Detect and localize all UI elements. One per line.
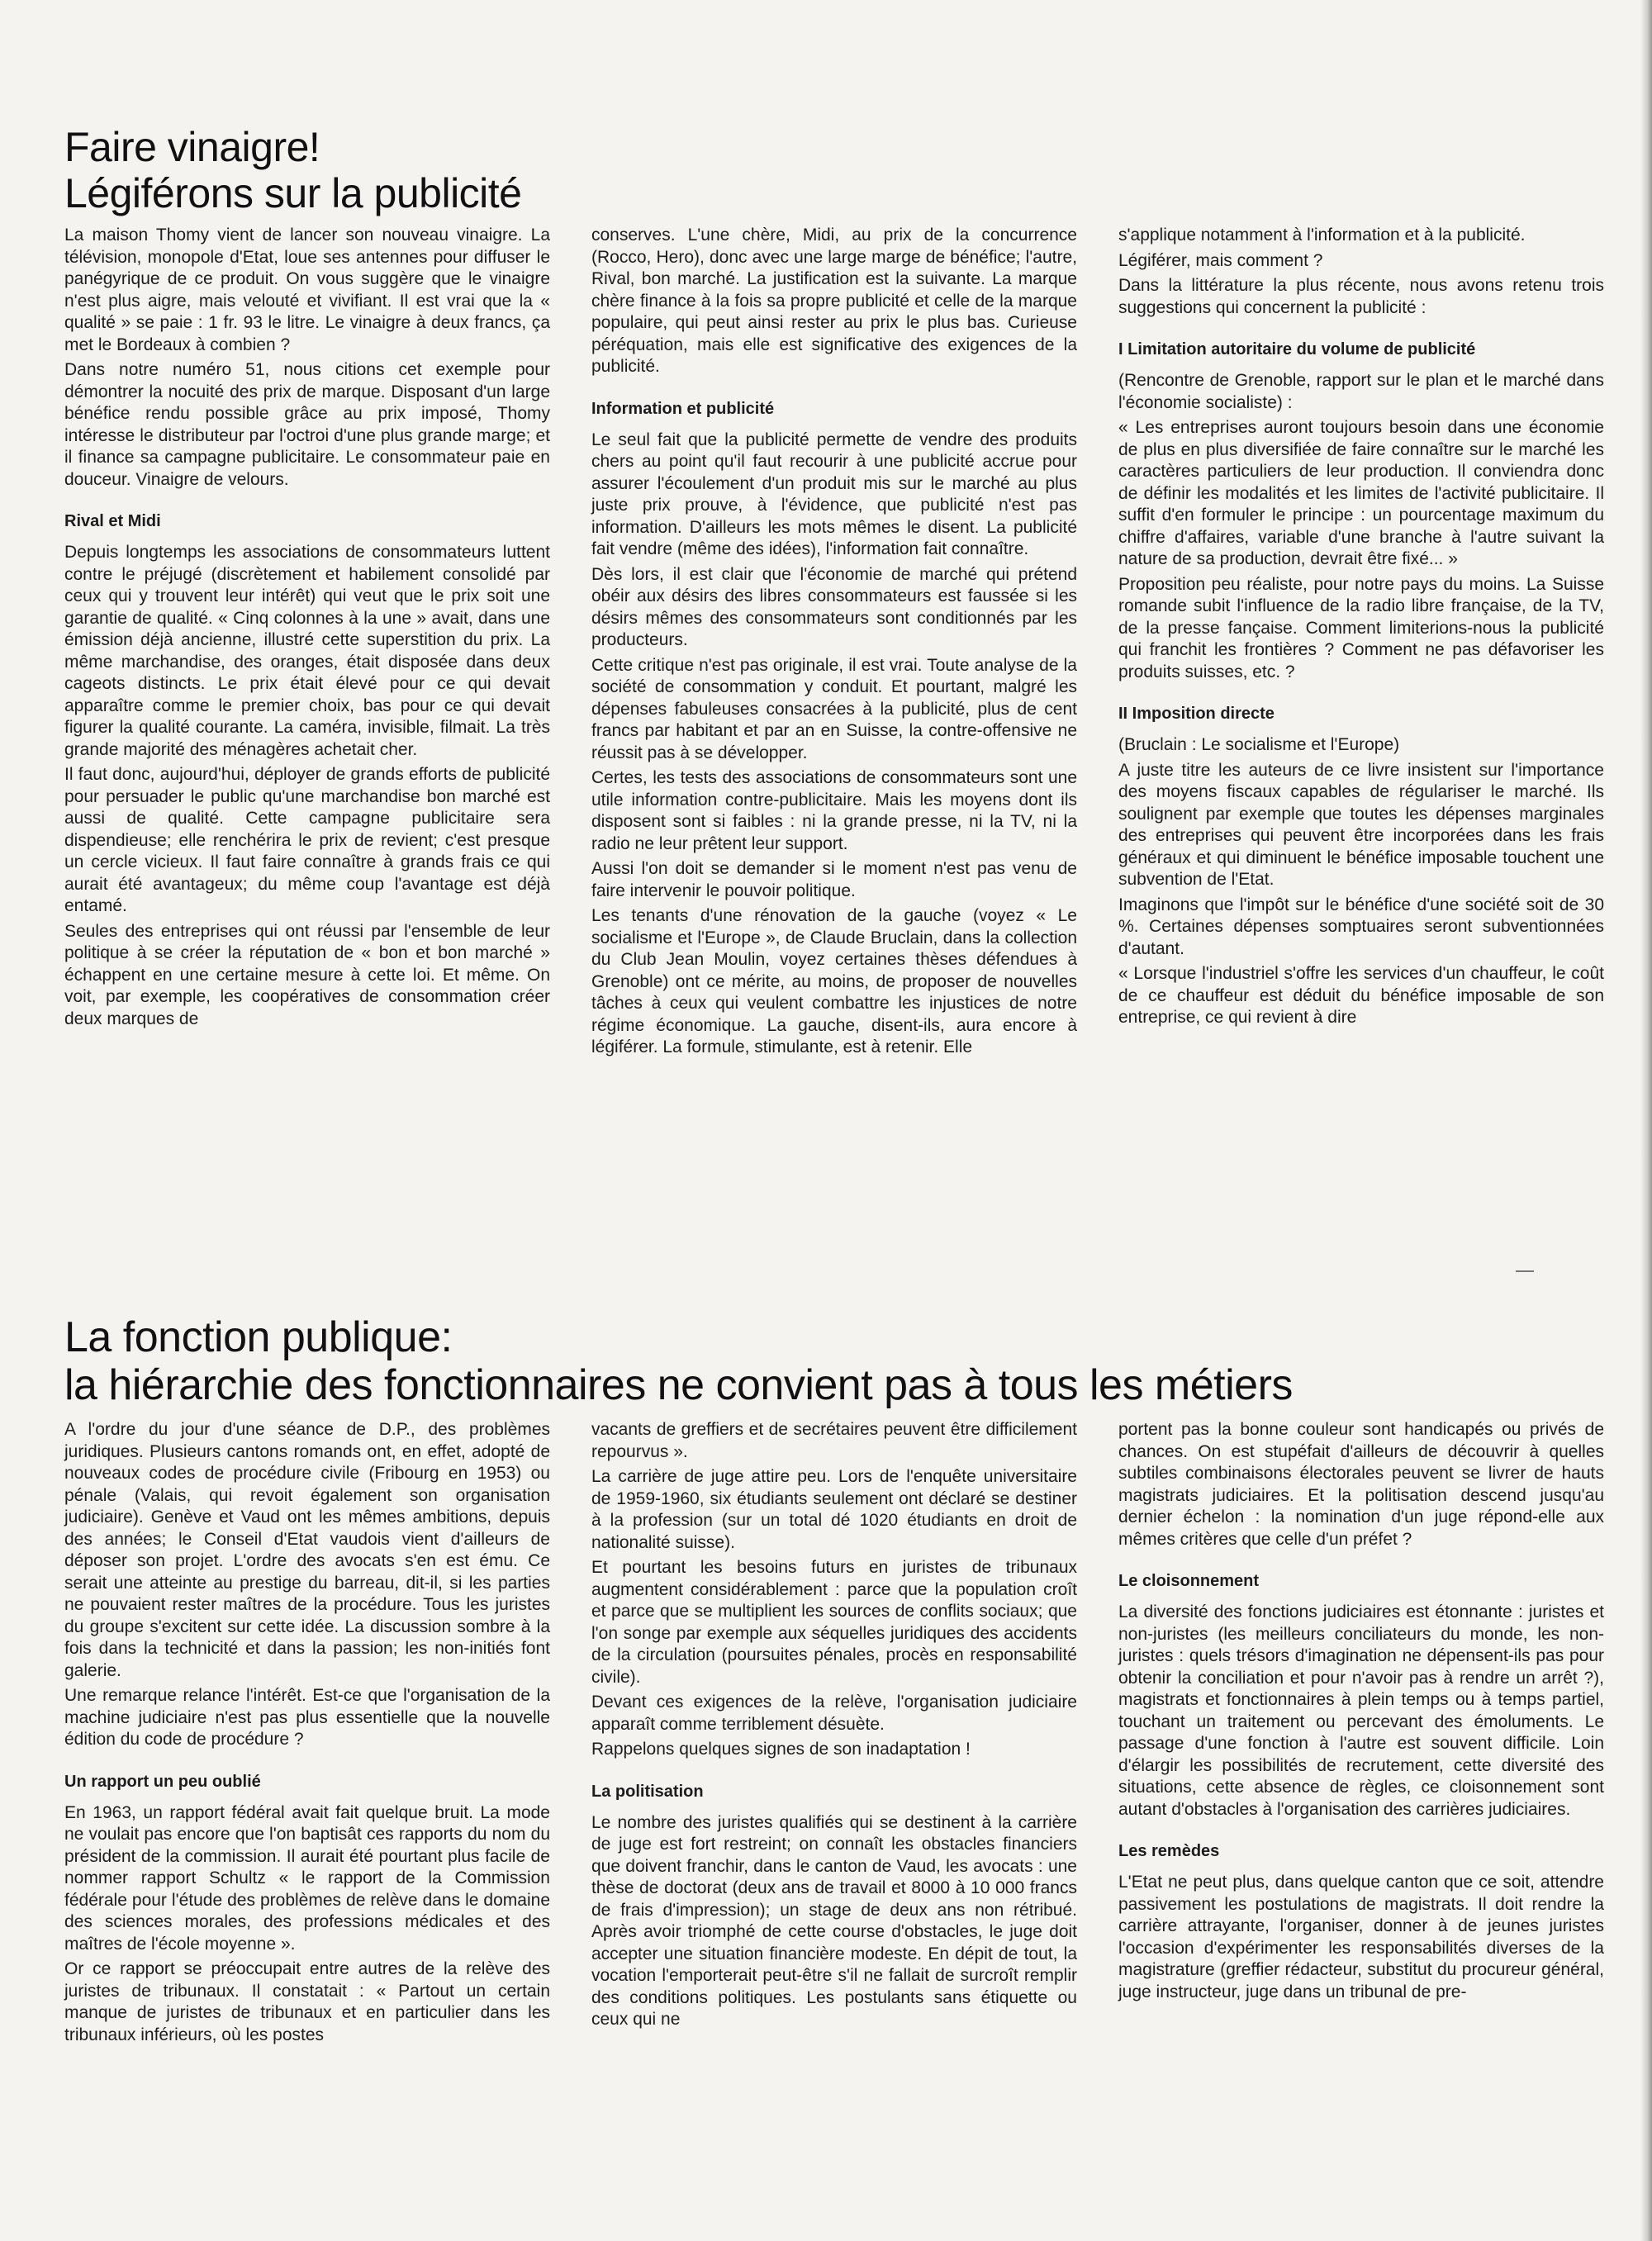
column-2 [591,225,1077,1062]
column-2 [591,1419,1077,2049]
paragraph: Dès lors, il est clair que l'économie de marché qui prétend obéir aux désirs des libres consommateurs est faussée si les désirs mêmes des consommateurs sont conditionnés par les producteurs. [591,564,1077,649]
paragraph: Seules des entreprises qui ont réussi par l'ensemble de leur politique à se créer la réputation de « bon et bon marché » échappent en une certaine mesure à cette loi. Et même. On voit, par exemple, les coopératives de consommation créer deux marques de [64,921,550,1028]
paragraph: « Les entreprises auront toujours besoin dans une économie de plus en plus diversifiée de faire connaître sur le marché les caractères particuliers de leur production. Il conviendra donc de définir les modalités et les limites de l'activité publicitaire. Il suffit d'en formuler le principe : un pourcentage maximum du chiffre d'affaires, variable d'une branche à l'autre suivant la nature de sa production, devrait être fixé... » [1118,418,1604,568]
paragraph: Les tenants d'une rénovation de la gauche (voyez « Le socialisme et l'Europe », de Claude Bruclain, dans la collection du Club Jean Moulin, voyez certaines thèses défendues à Grenoble) ont ce mérite, au moins, de proposer de nouvelles tâches à ceux qui veulent combattre les injustices de notre régime économique. La gauche, disent-ils, aura encore à légiférer. La formule, stimulante, est à retenir. Elle [591,906,1077,1056]
paragraph: Le nombre des juristes qualifiés qui se destinent à la carrière de juge est fort restreint; on connaît les obstacles financiers que doivent franchir, dans le canton de Vaud, les avocats : une thèse de doctorat (deux ans de travail et 8000 à 10 000 francs de frais d'impression); un stage de deux ans non rétribué. Après avoir triomphé de cette course d'obstacles, le juge doit accepter une situation financière modeste. En dépit de tout, la vocation l'emporterait peut-être s'il ne fallait de surcroît remplir des conditions politiques. Les postulants sans étiquette ou ceux qui ne [591,1812,1077,2029]
separator-mark [1516,1270,1534,1272]
paragraph: L'Etat ne peut plus, dans quelque canton que ce soit, attendre passivement les postulations de magistrats. Il doit rendre la carrière attrayante, l'organiser, donner à de jeunes juristes l'occasion d'expérimenter les responsabilités diverses de la magistrature (greffier rédacteur, substitut du procureur général, juge instructeur, juge dans un tribunal de pre- [1118,1873,1604,2001]
section-heading: Les remèdes [1118,1842,1220,1860]
paragraph: « Lorsque l'industriel s'offre les services d'un chauffeur, le coût de ce chauffeur est déduit du bénéfice imposable de son entreprise, ce qui revient à dire [1118,964,1604,1027]
paragraph: Une remarque relance l'intérêt. Est-ce que l'organisation de la machine judiciaire n'est pas plus essentielle que la nouvelle édition du code de procédure ? [64,1686,550,1749]
article-columns [64,1419,1632,2049]
paragraph: Devant ces exigences de la relève, l'organisation judiciaire apparaît comme terriblement désuète. [591,1693,1077,1734]
paragraph: Or ce rapport se préoccupait entre autres de la relève des juristes de tribunaux. Il constatait : « Partout un certain manque de juristes de tribunaux et en particulier dans les tribunaux inférieurs, où les postes [64,1959,550,2044]
column-3 [1118,225,1604,1062]
paragraph: Imaginons que l'impôt sur le bénéfice d'une société soit de 30 %. Certaines dépenses somptuaires seront subventionnées d'autant. [1118,895,1604,958]
column-1 [64,225,550,1062]
paragraph: Dans notre numéro 51, nous citions cet exemple pour démontrer la nocuité des prix de marque. Disposant d'un large bénéfice rendu possible grâce au prix imposé, Thomy intéresse le distributeur par l'octroi d'une plus grande marge; et il finance sa campagne publicitaire. Le consommateur paie en douceur. Vinaigre de velours. [64,360,550,489]
page-edge-shadow [1640,0,1652,2241]
section-heading: Information et publicité [591,399,775,418]
article-headline [64,1313,1632,1409]
paragraph: portent pas la bonne couleur sont handicapés ou privés de chances. On est stupéfait d'ailleurs de découvrir à quelles subtiles combinaisons électorales peuvent se livrer de hauts magistrats judiciaires. Et la politisation descend jusqu'au dernier échelon : la nomination d'un juge répond-elle aux mêmes critères que celle d'un préfet ? [1118,1420,1604,1549]
article-fonction-publique [64,1313,1632,2049]
paragraph: Il faut donc, aujourd'hui, déployer de grands efforts de publicité pour persuader le public qu'une marchandise bon marché est aussi de qualité. Cette campagne publicitaire sera dispendieuse; elle renchérira le prix de revient; c'est presque un cercle vicieux. Il faut faire connaître à grands frais ce qui aurait été avantageux; du même coup l'avantage est déjà entamé. [64,765,550,915]
paragraph: Légiférer, mais comment ? [1118,250,1323,270]
paragraph: Certes, les tests des associations de consommateurs sont une utile information contre-publicitaire. Mais les moyens dont ils disposent sont si faibles : ni la grande presse, ni la TV, ni la radio ne leur prêtent leur support. [591,768,1077,853]
paragraph: Proposition peu réaliste, pour notre pays du moins. La Suisse romande subit l'influence de la radio libre française, de la TV, de la presse fançaise. Comment limiterions-nous la publicité qui franchit les frontières ? Comment ne pas défavoriser les produits suisses, etc. ? [1118,574,1604,681]
headline-line-2: Légiférons sur la publicité [64,170,522,216]
column-1 [64,1419,550,2049]
paragraph: (Bruclain : Le socialisme et l'Europe) [1118,735,1400,754]
paragraph: La maison Thomy vient de lancer son nouveau vinaigre. La télévision, monopole d'Etat, loue ses antennes pour diffuser le panégyrique de ce produit. On vous suggère que le vinaigre n'est plus aigre, mais velouté et vivifiant. Il est vrai que la « qualité » se paie : 1 fr. 93 le litre. Le vinaigre à deux francs, ça met le Bordeaux à combien ? [64,226,550,354]
article-headline [64,124,1632,216]
article-publicite [64,124,1632,1062]
section-heading: La politisation [591,1782,704,1801]
paragraph: Et pourtant les besoins futurs en juristes de tribunaux augmentent considérablement : parce que la population croît et parce que se multiplient les sources de conflits sociaux; que l'on songe par exemple aux séquelles juridiques des accidents de la circulation (poursuites pénales, procès en responsabilité civile). [591,1558,1077,1687]
paragraph: Aussi l'on doit se demander si le moment n'est pas venu de faire intervenir le pouvoir politique. [591,859,1077,900]
headline-line-1: Faire vinaigre! [64,124,320,170]
section-heading: Le cloisonnement [1118,1572,1260,1590]
paragraph: Dans la littérature la plus récente, nous avons retenu trois suggestions qui concernent la publicité : [1118,276,1604,317]
paragraph: A l'ordre du jour d'une séance de D.P., des problèmes juridiques. Plusieurs cantons romands ont, en effet, adopté de nouveaux codes de procédure civile (Fribourg en 1953) ou pénale (Valais, qui revoit également son organisation judiciaire). Genève et Vaud ont les mêmes ambitions, depuis des années; le Conseil d'Etat vaudois vient d'ailleurs de déposer son projet. L'ordre des avocats s'en est ému. Ce serait une atteinte au prestige du barreau, dit-il, si les parties ne pouvaient rester maîtres de la procédure. Tous les juristes du groupe s'excitent sur cette idée. La discussion sombre à la fois dans la technicité et dans la passion; les non-initiés font galerie. [64,1420,550,1680]
column-3 [1118,1419,1604,2049]
paragraph: En 1963, un rapport fédéral avait fait quelque bruit. La mode ne voulait pas encore que l'on baptisât ces rapports du nom du président de la commission. Il aurait été pourtant plus facile de nommer rapport Schultz « le rapport de la Commission fédérale pour l'étude des problèmes de relève dans le domaine des sciences morales, des professions médicales et des maîtres de l'école moyenne ». [64,1802,550,1954]
paragraph: Cette critique n'est pas originale, il est vrai. Toute analyse de la société de consommation y conduit. Et pourtant, malgré les dépenses fabuleuses consacrées à la publicité, plus de cent francs par habitant et par an en Suisse, la contre-offensive ne réussit pas à se développer. [591,655,1077,762]
section-heading: Rival et Midi [64,512,161,530]
headline-line-2: la hiérarchie des fonctionnaires ne convient pas à tous les métiers [64,1361,1293,1409]
section-heading: II Imposition directe [1118,705,1275,723]
section-heading: Un rapport un peu oublié [64,1772,261,1791]
paragraph: La diversité des fonctions judiciaires est étonnante : juristes et non-juristes (les meilleurs conciliateurs du monde, les non-juristes : quels trésors d'imagination ne dépensent-ils pas pour obtenir la conciliation et pour n'avoir pas à rendre un arrêt ?), magistrats et fonctionnaires à plein temps ou à temps partiel, touchant un traitement ou percevant des émoluments. Le passage d'une fonction à l'autre est souvent difficile. Loin d'élargir les possibilités de recrutement, cette diversité des situations, cette absence de règles, ce cloisonnement sont autant d'obstacles à l'organisation des carrières judiciaires. [1118,1602,1604,1819]
paragraph: (Rencontre de Grenoble, rapport sur le plan et le marché dans l'économie socialiste) : [1118,371,1604,412]
paragraph: Rappelons quelques signes de son inadaptation ! [591,1740,971,1759]
section-heading: I Limitation autoritaire du volume de publicité [1118,340,1476,358]
paragraph: Le seul fait que la publicité permette de vendre des produits chers au point qu'il faut recourir à une publicité accrue pour assurer l'écoulement d'un produit mis sur le marché au plus juste prix prouve, à l'évidence, que publicité n'est pas information. D'ailleurs les mots mêmes le disent. La publicité fait vendre (même des idées), l'information fait connaître. [591,430,1077,558]
headline-line-1: La fonction publique: [64,1313,453,1361]
paragraph: A juste titre les auteurs de ce livre insistent sur l'importance des moyens fiscaux capables de régulariser le marché. Ils soulignent par exemple que toutes les dépenses marginales des entreprises qui peuvent être incorporées dans les frais généraux et qui diminuent le bénéfice imposable touchent une subvention de l'Etat. [1118,760,1604,889]
paragraph: La carrière de juge attire peu. Lors de l'enquête universitaire de 1959-1960, six étudiants seulement ont déclaré se destiner à la profession (sur un total dé 1020 étudiants en droit de nationalité suisse). [591,1467,1077,1552]
paragraph: s'applique notamment à l'information et à la publicité. [1118,226,1526,245]
paragraph: vacants de greffiers et de secrétaires peuvent être difficilement repourvus ». [591,1420,1077,1461]
paragraph: Depuis longtemps les associations de consommateurs luttent contre le préjugé (discrètement et habilement consolidé par ceux qui y trouvent leur intérêt) qui veut que le prix soit une garantie de qualité. « Cinq colonnes à la une » avait, dans une émission déjà ancienne, illustré cette superstition du prix. La même marchandise, des oranges, était disposée dans deux cageots distincts. Le prix était élevé pour ce qui devait apparaître comme le premier choix, bas pour ce qui devait figurer la qualité courante. La caméra, invisible, filmait. La très grande majorité des ménagères achetait cher. [64,543,550,759]
article-columns [64,225,1632,1062]
paragraph: conserves. L'une chère, Midi, au prix de la concurrence (Rocco, Hero), donc avec une large marge de bénéfice; l'autre, Rival, bon marché. La justification est la suivante. La marque chère finance à la fois sa propre publicité et celle de la marque populaire, qui peut ainsi rester au prix le plus bas. Curieuse péréquation, mais elle est significative des exigences de la publicité. [591,226,1077,376]
